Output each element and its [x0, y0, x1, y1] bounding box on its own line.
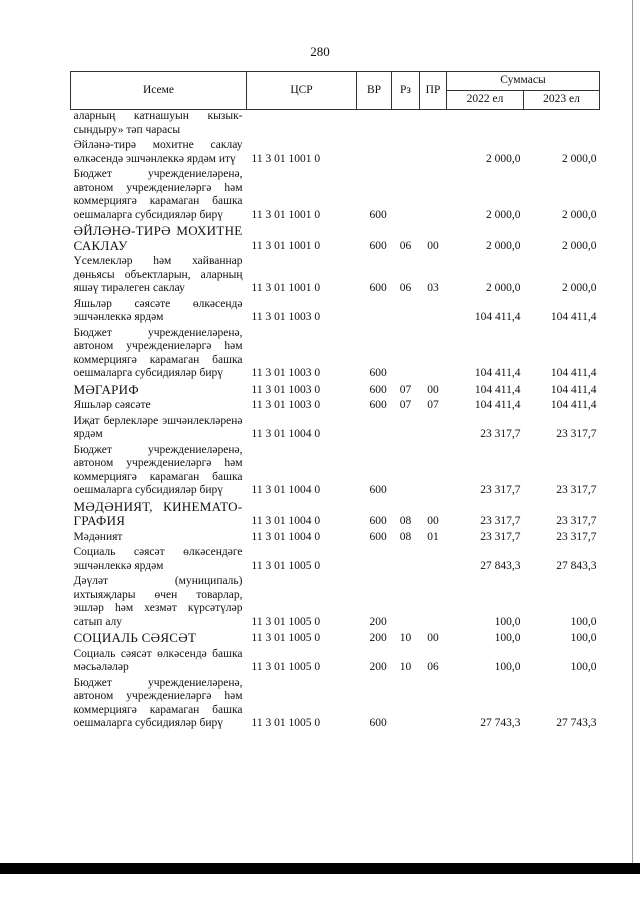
- row-pr-code: [420, 298, 447, 327]
- header-pr: ПР: [420, 72, 447, 110]
- scan-bottom-bar: [0, 863, 640, 874]
- row-vr-code: 200: [369, 632, 387, 644]
- row-name: МӘДӘНИЯТ, КИНЕМАТО-ГРАФИЯ: [73, 498, 243, 528]
- header-sums: Суммасы: [447, 72, 600, 91]
- row-pr-code: [420, 444, 447, 500]
- row-name: Яшьләр сәясәте өлкәсендә эшчәнлеккә ярдәм: [73, 297, 243, 323]
- row-vr-code: 600: [369, 399, 387, 411]
- page-number: 280: [310, 44, 330, 59]
- row-csr-code: 11 3 01 1004 0: [251, 515, 321, 527]
- row-amount-2022: 104 411,4: [474, 367, 521, 379]
- row-csr-code: 11 3 01 1004 0: [251, 530, 321, 543]
- table-row: [71, 415, 600, 444]
- row-amount-2023: 100,0: [570, 632, 597, 644]
- row-name: Социаль сәясәт өлкәсендәге эшчәнлеккә ярдәм: [73, 546, 243, 572]
- row-vr-code: 600: [369, 367, 387, 379]
- row-vr-code: 600: [369, 208, 387, 221]
- row-vr-code: 600: [369, 239, 387, 252]
- row-vr-code: 200: [369, 661, 387, 673]
- row-name: ӘЙЛӘНӘ-ТИРӘ МОХИТНЕ САКЛАУ: [73, 223, 243, 253]
- row-name: Социаль сәясәт өлкәсендә башка мәсьәләләр: [73, 647, 243, 673]
- row-rz-code: 08: [399, 515, 412, 527]
- row-amount-2023: 23 317,7: [556, 428, 597, 440]
- row-rz-code: [392, 546, 420, 575]
- row-csr-code: 11 3 01 1005 0: [251, 632, 321, 644]
- row-csr-code: 11 3 01 1005 0: [251, 615, 321, 628]
- row-vr-code: 600: [369, 383, 387, 396]
- row-amount-2023: 27 743,3: [556, 717, 597, 729]
- row-amount-2022: 23 317,7: [480, 530, 521, 543]
- row-csr-code: 11 3 01 1001 0: [251, 152, 321, 165]
- row-amount-2022: 2 000,0: [486, 208, 521, 221]
- table-row: [71, 546, 600, 575]
- row-csr-code: 11 3 01 1005 0: [251, 661, 321, 673]
- row-pr-code: 00: [427, 239, 439, 252]
- row-vr-code: 200: [369, 615, 387, 628]
- table-row: [71, 648, 600, 677]
- row-amount-2023: 100,0: [570, 661, 597, 673]
- header-vr: ВР: [357, 72, 392, 110]
- row-csr-code: [247, 110, 357, 140]
- row-rz-code: 10: [399, 632, 412, 644]
- row-vr-code: 600: [369, 530, 387, 543]
- row-csr-code: 11 3 01 1004 0: [251, 484, 321, 496]
- row-amount-2023: 27 843,3: [556, 559, 597, 572]
- row-amount-2022: 104 411,4: [474, 383, 521, 396]
- row-csr-code: 11 3 01 1001 0: [251, 239, 321, 252]
- row-pr-code: [420, 110, 447, 140]
- row-name: Бюджет учреждениеләренә, автоном учреждениеләргә һәм коммерциягә карамаган башка оешмаларга субсидияләр бирү: [73, 168, 243, 221]
- table-row: [71, 383, 600, 400]
- row-vr-code: [357, 298, 392, 327]
- row-pr-code: 06: [427, 661, 439, 673]
- row-amount-2022: 100,0: [494, 661, 521, 673]
- row-vr-code: 600: [369, 717, 387, 729]
- row-rz-code: [392, 298, 420, 327]
- row-name: аларның катнашуын кызык-сындыру» тәп чарасы: [73, 110, 243, 136]
- row-amount-2022: 23 317,7: [480, 484, 521, 496]
- row-name: Үсемлекләр һәм хайваннар дөньясы объектларын, аларның яшәү тирәлеген саклау: [73, 255, 243, 294]
- budget-table: [70, 71, 600, 733]
- table-row: [71, 298, 600, 327]
- table-row: [71, 224, 600, 255]
- row-amount-2022: 2 000,0: [486, 152, 521, 165]
- row-pr-code: 00: [427, 515, 439, 527]
- row-amount-2023: 23 317,7: [556, 530, 597, 543]
- row-name: Дәүләт (муниципаль) ихтыяҗлары өчен товарлар, эшләр һәм хезмәт күрсәтүләр сатып алу: [73, 575, 243, 628]
- row-amount-2022: 23 317,7: [480, 428, 521, 440]
- row-amount-2023: 2 000,0: [562, 282, 597, 294]
- row-amount-2023: 104 411,4: [550, 399, 597, 411]
- row-pr-code: 07: [427, 399, 439, 411]
- row-amount-2023: 23 317,7: [556, 515, 597, 527]
- row-amount-2023: 100,0: [570, 615, 597, 628]
- table-body: [71, 110, 600, 733]
- row-rz-code: 10: [399, 661, 412, 673]
- row-csr-code: 11 3 01 1003 0: [251, 311, 321, 323]
- row-rz-code: 07: [399, 383, 412, 396]
- row-rz-code: [392, 110, 420, 140]
- table-row: [71, 110, 600, 140]
- row-vr-code: [357, 110, 392, 140]
- row-name: Әйләнә-тирә мохитне саклау өлкәсендә эшчәнлеккә ярдәм итү: [73, 139, 243, 165]
- table-header: [71, 72, 600, 110]
- header-csr: ЦСР: [247, 72, 357, 110]
- row-pr-code: 01: [427, 530, 439, 543]
- row-amount-2022: 104 411,4: [474, 311, 521, 323]
- row-csr-code: 11 3 01 1001 0: [251, 282, 321, 294]
- row-pr-code: 03: [427, 282, 439, 294]
- row-amount-2023: 104 411,4: [550, 367, 597, 379]
- row-rz-code: [392, 677, 420, 733]
- row-pr-code: 00: [427, 632, 439, 644]
- row-amount-2023: 23 317,7: [556, 484, 597, 496]
- row-amount-2022: [447, 110, 524, 140]
- row-rz-code: [392, 575, 420, 631]
- row-name: Бюджет учреждениеләренә, автоном учреждениеләргә һәм коммерциягә карамаган башка оешмаларга субсидияләр бирү: [73, 443, 243, 496]
- row-name: Бюджет учреждениеләренә, автоном учреждениеләргә һәм коммерциягә карамаган башка оешмаларга субсидияләр бирү: [73, 326, 243, 379]
- row-name: Яшьләр сәясәте: [73, 399, 151, 411]
- table-row: [71, 255, 600, 298]
- row-pr-code: [420, 415, 447, 444]
- row-amount-2022: 23 317,7: [480, 515, 521, 527]
- header-name: Исеме: [71, 72, 247, 110]
- row-name: Бюджет учреждениеләренә, автоном учреждениеләргә һәм коммерциягә карамаган башка оешмаларга субсидияләр бирү: [73, 676, 243, 729]
- row-pr-code: [420, 327, 447, 383]
- row-rz-code: 06: [399, 282, 412, 294]
- row-amount-2022: 100,0: [494, 615, 521, 628]
- row-amount-2023: [524, 110, 600, 140]
- row-vr-code: 600: [369, 282, 387, 294]
- row-rz-code: [392, 168, 420, 224]
- row-rz-code: 07: [399, 399, 412, 411]
- table-row: [71, 399, 600, 415]
- row-name: Иҗат берлекләре эшчәнлекләренә ярдәм: [73, 414, 243, 440]
- table-row: [71, 168, 600, 224]
- row-amount-2023: 2 000,0: [562, 152, 597, 165]
- row-pr-code: [420, 168, 447, 224]
- row-vr-code: [357, 139, 392, 168]
- row-amount-2022: 27 843,3: [480, 559, 521, 572]
- row-pr-code: [420, 546, 447, 575]
- table-row: [71, 677, 600, 733]
- row-vr-code: [357, 546, 392, 575]
- header-year-2022: 2022 ел: [447, 91, 524, 110]
- scan-edge-line: [632, 0, 633, 863]
- row-csr-code: 11 3 01 1003 0: [251, 383, 321, 396]
- row-amount-2022: 100,0: [494, 632, 521, 644]
- row-pr-code: [420, 139, 447, 168]
- row-name: СОЦИАЛЬ СӘЯСӘТ: [73, 630, 197, 645]
- header-rz: Рз: [392, 72, 420, 110]
- table-row: [71, 575, 600, 631]
- row-rz-code: [392, 139, 420, 168]
- row-vr-code: 600: [369, 515, 387, 527]
- row-csr-code: 11 3 01 1005 0: [251, 717, 321, 729]
- table-row: [71, 327, 600, 383]
- header-year-2023: 2023 ел: [524, 91, 600, 110]
- row-csr-code: 11 3 01 1003 0: [251, 399, 321, 411]
- row-rz-code: [392, 444, 420, 500]
- row-name: Мәдәният: [73, 530, 123, 543]
- row-vr-code: [357, 415, 392, 444]
- row-rz-code: 08: [399, 530, 412, 543]
- table-row: [71, 631, 600, 648]
- row-pr-code: [420, 575, 447, 631]
- row-amount-2023: 2 000,0: [562, 239, 597, 252]
- row-rz-code: [392, 415, 420, 444]
- table-row: [71, 139, 600, 168]
- row-amount-2023: 104 411,4: [550, 383, 597, 396]
- row-csr-code: 11 3 01 1005 0: [251, 559, 321, 572]
- row-amount-2022: 104 411,4: [474, 399, 521, 411]
- row-csr-code: 11 3 01 1004 0: [251, 428, 321, 440]
- row-amount-2022: 2 000,0: [486, 282, 521, 294]
- row-pr-code: 00: [427, 383, 439, 396]
- row-csr-code: 11 3 01 1001 0: [251, 208, 321, 221]
- row-amount-2022: 27 743,3: [480, 717, 521, 729]
- row-vr-code: 600: [369, 484, 387, 496]
- row-pr-code: [420, 677, 447, 733]
- row-amount-2022: 2 000,0: [486, 239, 521, 252]
- table-row: [71, 531, 600, 547]
- row-csr-code: 11 3 01 1003 0: [251, 367, 321, 379]
- row-amount-2023: 2 000,0: [562, 208, 597, 221]
- table-row: [71, 500, 600, 531]
- row-rz-code: [392, 327, 420, 383]
- row-name: МӘГАРИФ: [73, 381, 139, 397]
- table-row: [71, 444, 600, 500]
- row-rz-code: 06: [399, 239, 412, 252]
- row-amount-2023: 104 411,4: [550, 311, 597, 323]
